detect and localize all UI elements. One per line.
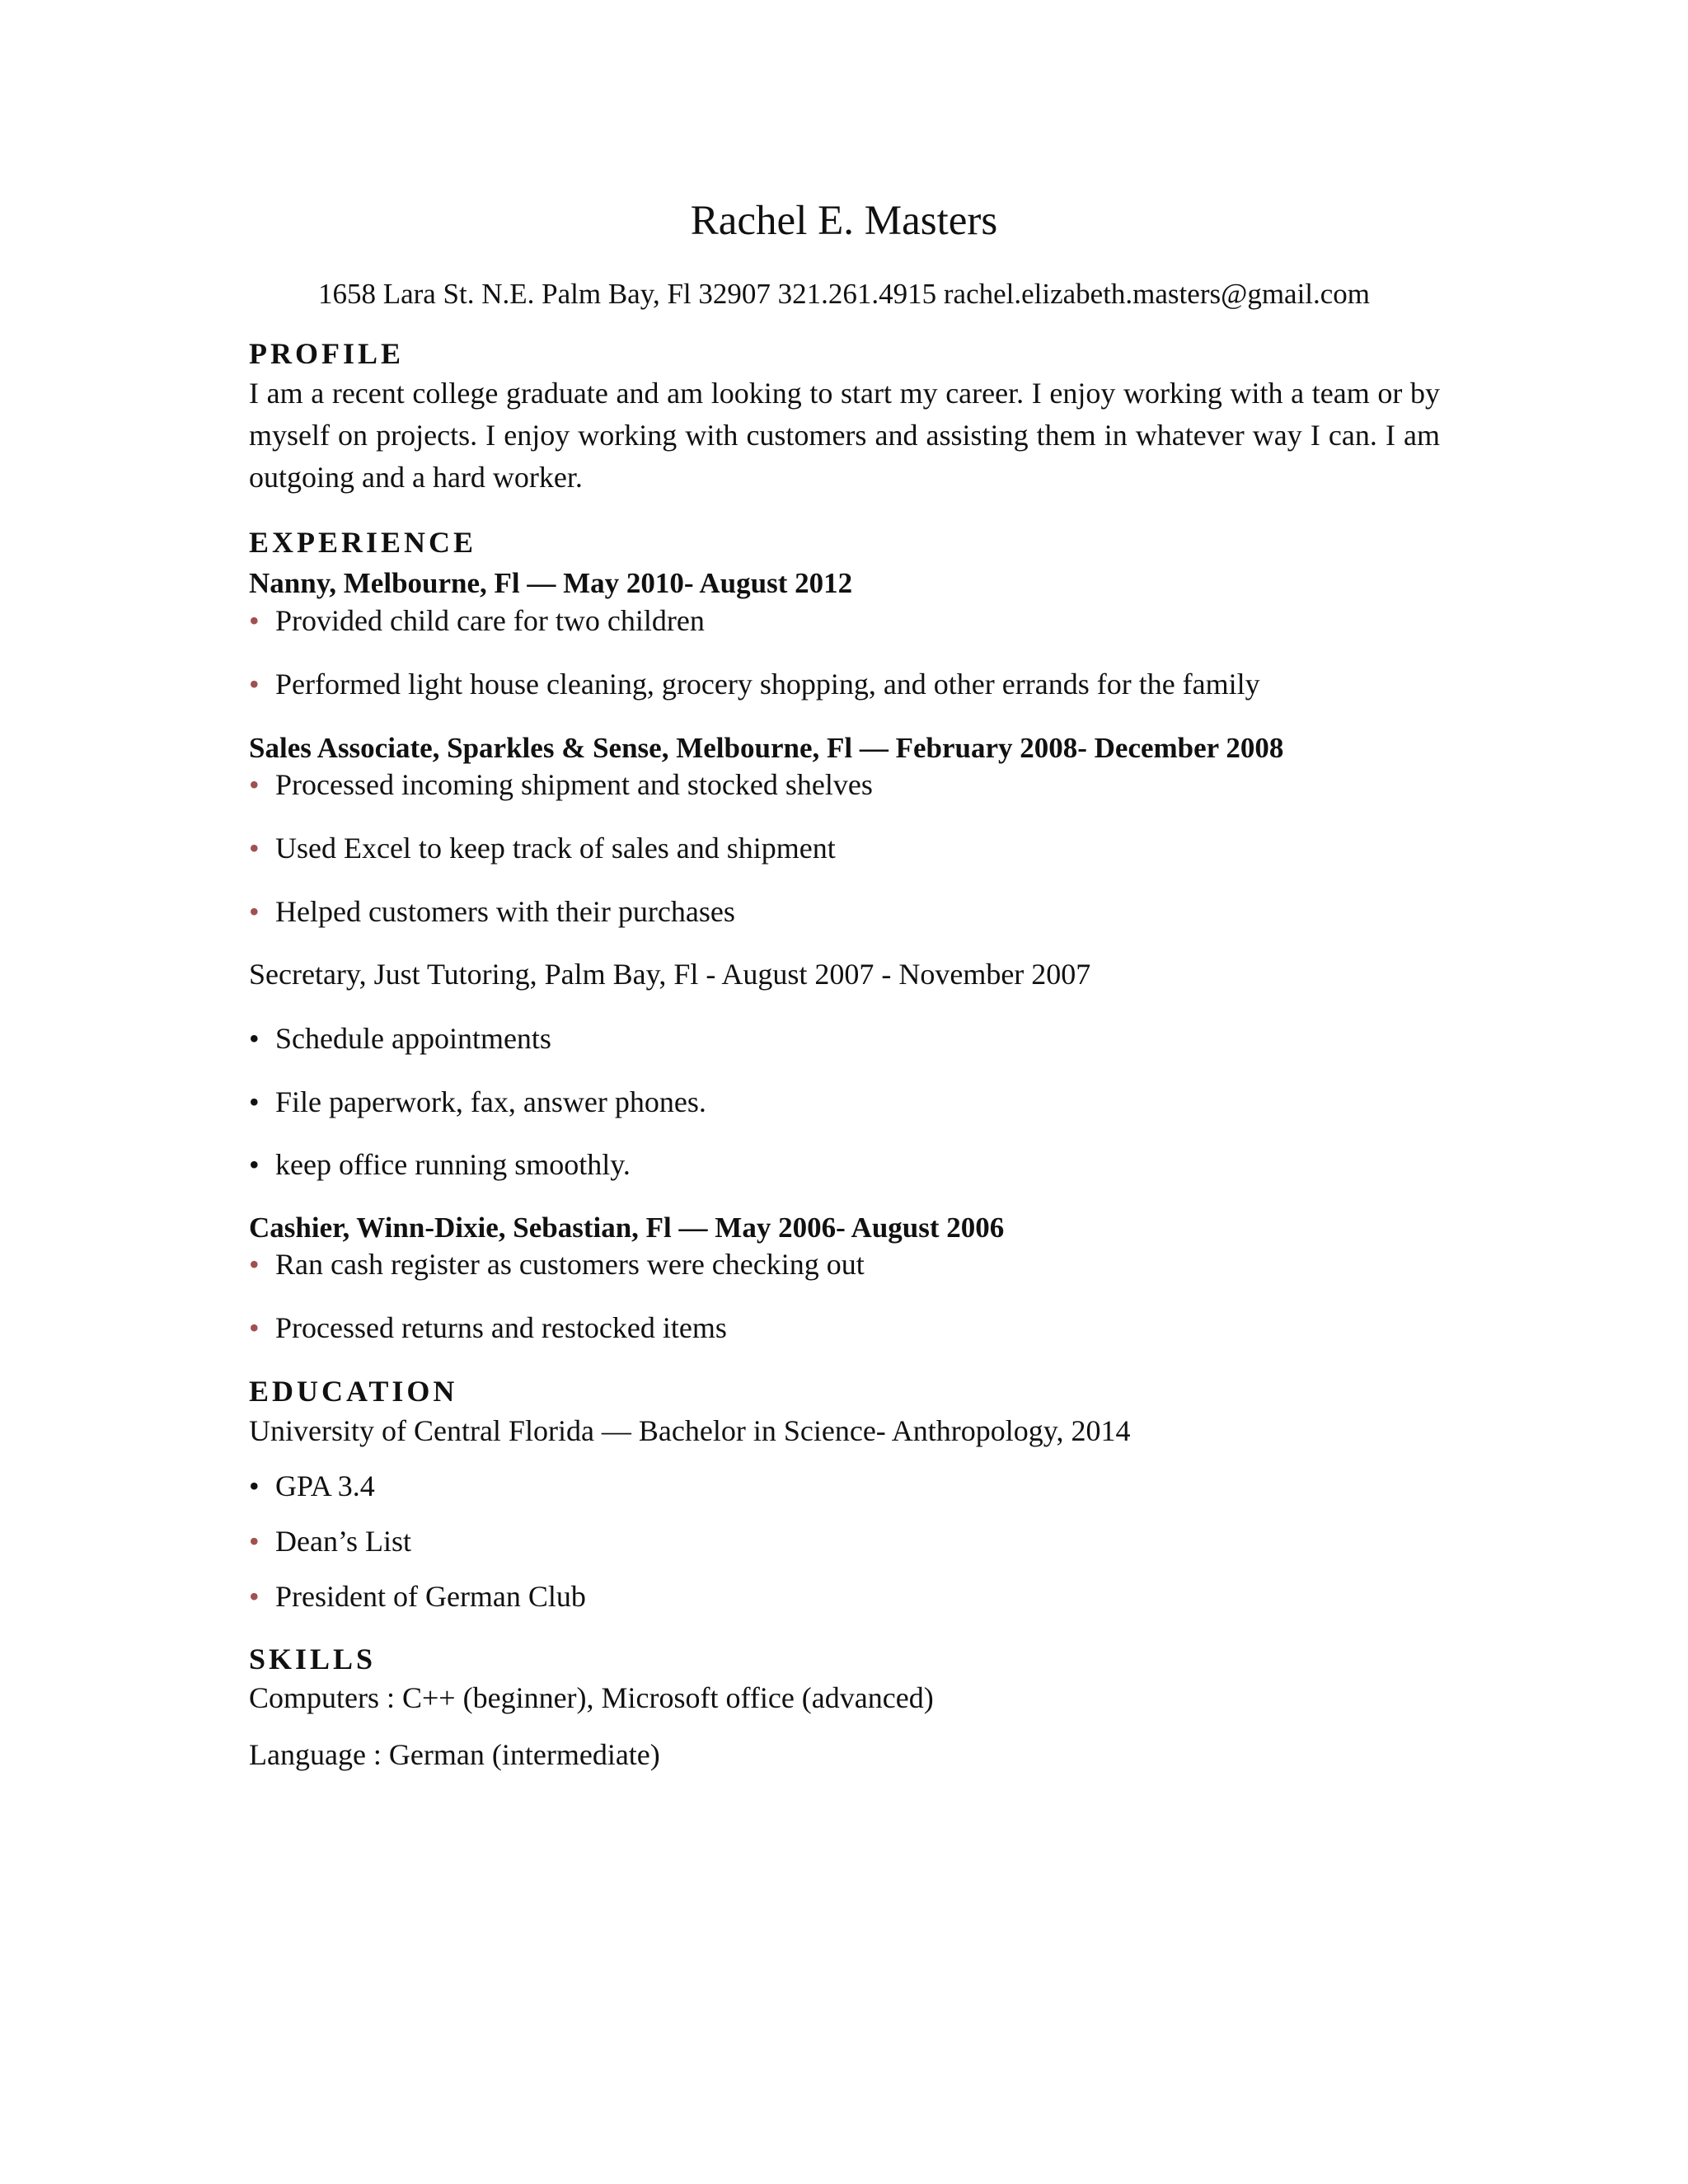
list-item: • File paperwork, fax, answer phones.	[249, 1083, 706, 1121]
resume-name: Rachel E. Masters	[690, 198, 998, 244]
bullet-icon: •	[249, 1148, 260, 1181]
list-item: • keep office running smoothly.	[249, 1146, 631, 1183]
bullet-icon: •	[249, 668, 260, 701]
bullet-icon: •	[249, 1469, 260, 1502]
section-heading-experience: EXPERIENCE	[249, 526, 477, 559]
list-item: • Helped customers with their purchases	[249, 893, 735, 930]
job-title-sales-associate: Sales Associate, Sparkles & Sense, Melbourne, Fl — February 2008- December 2008	[249, 732, 1284, 764]
bullet-icon: •	[249, 1085, 260, 1118]
contact-line: 1658 Lara St. N.E. Palm Bay, Fl 32907 321.261.4915 rachel.elizabeth.masters@gmail.com	[317, 278, 1371, 310]
bullet-icon: •	[249, 832, 260, 865]
bullet-icon: •	[249, 1311, 260, 1344]
list-item: • Ran cash register as customers were checking out	[249, 1245, 865, 1283]
profile-text: I am a recent college graduate and am looking to start my career. I enjoy working with a team or by myself on projects. I enjoy working with customers and assisting them in whatever way I can. I am outgoing and a hard worker.	[249, 377, 1440, 494]
job-title-secretary: Secretary, Just Tutoring, Palm Bay, Fl - August 2007 - November 2007	[249, 958, 1091, 991]
education-entry: University of Central Florida — Bachelor in Science- Anthropology, 2014	[249, 1414, 1131, 1447]
bullet-icon: •	[249, 1525, 260, 1558]
bullet-icon: •	[249, 1580, 260, 1613]
bullet-icon: •	[249, 768, 260, 801]
list-item: • Performed light house cleaning, grocery shopping, and other errands for the family	[249, 665, 1260, 703]
bullet-icon: •	[249, 1022, 260, 1055]
section-heading-skills: SKILLS	[249, 1643, 377, 1675]
skills-language: Language : German (intermediate)	[249, 1738, 660, 1771]
bullet-icon: •	[249, 895, 260, 928]
bullet-icon: •	[249, 1248, 260, 1281]
list-item: • Processed incoming shipment and stocked shelves	[249, 766, 873, 804]
job-title-cashier: Cashier, Winn-Dixie, Sebastian, Fl — May 2006- August 2006	[249, 1212, 1005, 1244]
list-item: • Processed returns and restocked items	[249, 1309, 727, 1347]
section-heading-profile: PROFILE	[249, 337, 405, 370]
job-title-nanny: Nanny, Melbourne, Fl — May 2010- August 2012	[249, 567, 853, 599]
list-item: • President of German Club	[249, 1577, 586, 1615]
section-heading-education: EDUCATION	[249, 1375, 458, 1408]
list-item: • Schedule appointments	[249, 1019, 551, 1057]
list-item: • GPA 3.4	[249, 1467, 375, 1505]
list-item: • Dean’s List	[249, 1522, 411, 1560]
list-item: • Used Excel to keep track of sales and shipment	[249, 829, 836, 867]
skills-computers: Computers : C++ (beginner), Microsoft office (advanced)	[249, 1681, 934, 1714]
bullet-icon: •	[249, 604, 260, 637]
list-item: • Provided child care for two children	[249, 602, 705, 640]
